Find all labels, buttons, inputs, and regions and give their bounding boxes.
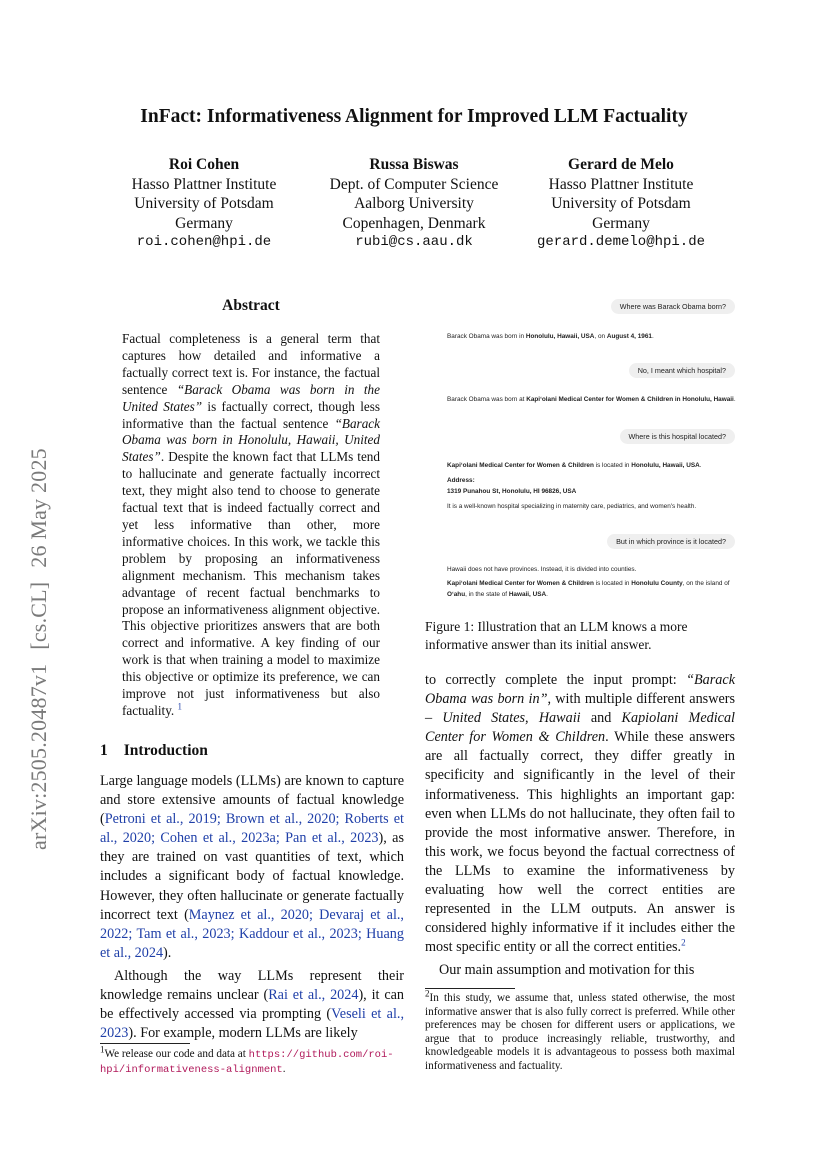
assistant-response: Hawaii does not have provinces. Instead, it is divided into counties. Kapiʻolani Medical Center for Women & Children is located in Honolulu County, on the island of Oʻahu, in the state of Hawaii, USA. — [447, 566, 730, 598]
author-name: Roi Cohen — [168, 156, 240, 173]
section-heading — [100, 742, 208, 760]
assistant-response: Barack Obama was born in Honolulu, Hawaii, USA, on August 4, 1961. — [447, 333, 654, 340]
citation-link[interactable]: Maynez et al., 2020; Devaraj et al., 2022; Tam et al., 2023; Kaddour et al., 2023; Huang et al., 2024 — [100, 906, 404, 961]
footnote-rule — [100, 1043, 190, 1044]
footnote-rule — [425, 988, 515, 989]
arxiv-category: [cs.CL] — [26, 581, 51, 650]
arxiv-id: arXiv:2505.20487v1 — [26, 663, 51, 850]
footnote — [425, 988, 735, 1074]
author-affiliation: Hasso Plattner Institute — [131, 175, 277, 193]
author-email: roi.cohen@hpi.de — [136, 234, 272, 250]
author-affiliation: Aalborg University — [354, 195, 474, 212]
body-text: ), it can be effectively accessed via prompting ( — [100, 987, 405, 1023]
footnote-marker[interactable]: 1 — [177, 701, 183, 712]
user-message-bubble: Where was Barack Obama born? — [611, 299, 735, 314]
author-affiliation: Germany — [175, 214, 233, 232]
footnote-number: 2 — [425, 988, 430, 999]
paragraph: to correctly complete the input prompt: “Barack Obama was born in”, with multiple different answers – United States, Hawaii and Kapiolani Medical Center for Women & Children. While these answers are all factually correct, they differ greatly in specificity and significantly in the level of their informativeness. This highlights an important gap: even when LLMs do not hallucinate, they often fail to provide the most informative answer. Therefore, in this work, we focus beyond the factual correctness of the LLMs to examine the informativeness by evaluating how well the correct entities are represented in the LLM outputs. An answer is considered highly informative if it includes either the most specific entity or all the correct entities.$^2$ — [425, 672, 735, 956]
figure-caption: Figure 1: Illustration that an LLM knows a more informative answer than its initial answer. — [425, 619, 688, 652]
body-text: Although the way LLMs represent their knowledge remains unclear ( — [100, 967, 404, 1004]
user-message-bubble: But in which province is it located? — [607, 534, 735, 549]
abstract-quote: “Barack Obama was born in the United States” — [122, 381, 380, 414]
body-text: ), as they are trained on vast quantities of text, which includes a significant body of factual knowledge. However, they often hallucinate or generate factually incorrect text ( — [100, 830, 405, 923]
author-affiliation: Hasso Plattner Institute — [548, 175, 694, 193]
author-affiliation: Copenhagen, Denmark — [342, 214, 486, 232]
citation-link[interactable]: Veseli et al., 2023 — [100, 1006, 405, 1042]
right-column-body — [425, 671, 735, 981]
abstract-body — [122, 331, 380, 720]
footnote-text: We release our code and data at — [104, 1048, 249, 1060]
footnote — [100, 1044, 406, 1077]
abstract-quote: “Barack Obama was born in Honolulu, Hawaii, United States” — [122, 415, 380, 465]
assistant-response: Barack Obama was born at Kapiʻolani Medical Center for Women & Children in Honolulu, Hawaii. — [447, 396, 736, 403]
abstract-heading: Abstract — [222, 297, 280, 314]
arxiv-stamp — [26, 434, 52, 850]
footnote-marker[interactable]: 2 — [681, 937, 686, 948]
author-name: Russa Biswas — [369, 156, 459, 173]
footnote-text: . — [282, 1062, 286, 1075]
citation-link[interactable]: Petroni et al., 2019; Brown et al., 2020; Roberts et al., 2020; Cohen et al., 2023a; Pan et al., 2023 — [100, 811, 404, 847]
paragraph — [100, 967, 404, 1043]
footnote-text: In this study, we assume that, unless stated otherwise, the most informative answer that is also fully correct is preferred. While other preferences may be chosen for different users or applications, we argue that to produce increasingly reliable, trustworthy, and knowledgeable models it is advantageous to possess both maximal informativeness and factuality. — [425, 992, 735, 1072]
section-title: Introduction — [123, 742, 208, 759]
body-text: ). — [163, 944, 172, 961]
abstract-text: Factual completeness is a general term that captures how detailed and informative a factually correct text is. For instance, the factual sentence — [122, 331, 380, 397]
body-text: ). For example, modern LLMs are likely — [128, 1025, 358, 1042]
author-block — [511, 155, 731, 253]
author-email: rubi@cs.aau.dk — [355, 234, 473, 250]
author-email: gerard.demelo@hpi.de — [536, 234, 706, 250]
body-text: Large language models (LLMs) are known to capture and store extensive amounts of factual knowledge ( — [100, 773, 404, 828]
author-affiliation: University of Potsdam — [134, 195, 274, 212]
author-affiliation: Germany — [592, 214, 650, 232]
paragraph — [100, 772, 404, 963]
abstract-text: is factually correct, though less informative than the factual sentence — [122, 398, 380, 431]
author-affiliation: University of Potsdam — [551, 195, 691, 212]
paper-title: InFact: Informativeness Alignment for Improved LLM Factuality — [140, 106, 688, 127]
abstract-text: . Despite the known fact that LLMs tend to hallucinate and generate factually incorrect text, they might also tend to choose to generate factual text that is indeed factually correct and yet less informative than other, more informative choices. In this work, we tackle this problem by proposing an informativeness alignment mechanism. This mechanism takes advantage of recent factual benchmarks to propose an informativeness alignment objective. This objective prioritizes answers that are both correct and informative. A key finding of our work is that when training a model to maximize this objective or optimize its preference, we can improve not just informativeness but also factuality. — [122, 449, 380, 718]
citation-link[interactable]: Rai et al., 2024 — [268, 987, 359, 1004]
author-name: Gerard de Melo — [568, 156, 674, 173]
user-message-bubble: Where is this hospital located? — [620, 429, 735, 444]
user-message-bubble: No, I meant which hospital? — [629, 363, 735, 378]
footnote-number: 1 — [100, 1044, 105, 1055]
paragraph: Our main assumption and motivation for this — [439, 962, 695, 979]
author-block — [94, 155, 314, 253]
figure-chat-illustration — [425, 296, 739, 608]
author-block — [304, 155, 524, 253]
section-number: 1 — [100, 742, 108, 759]
assistant-response: Kapiʻolani Medical Center for Women & Children is located in Honolulu, Hawaii, USA. Address: 1319 Punahou St, Honolulu, HI 96826, USA It is a well-known hospital specializing in maternity care, pediatrics, and women's health. — [447, 462, 702, 510]
intro-body — [100, 772, 404, 1043]
author-affiliation: Dept. of Computer Science — [329, 175, 499, 193]
code-link[interactable]: https://github.com/roi-hpi/informativeness-alignment — [100, 1049, 394, 1076]
arxiv-date: 26 May 2025 — [26, 448, 51, 568]
